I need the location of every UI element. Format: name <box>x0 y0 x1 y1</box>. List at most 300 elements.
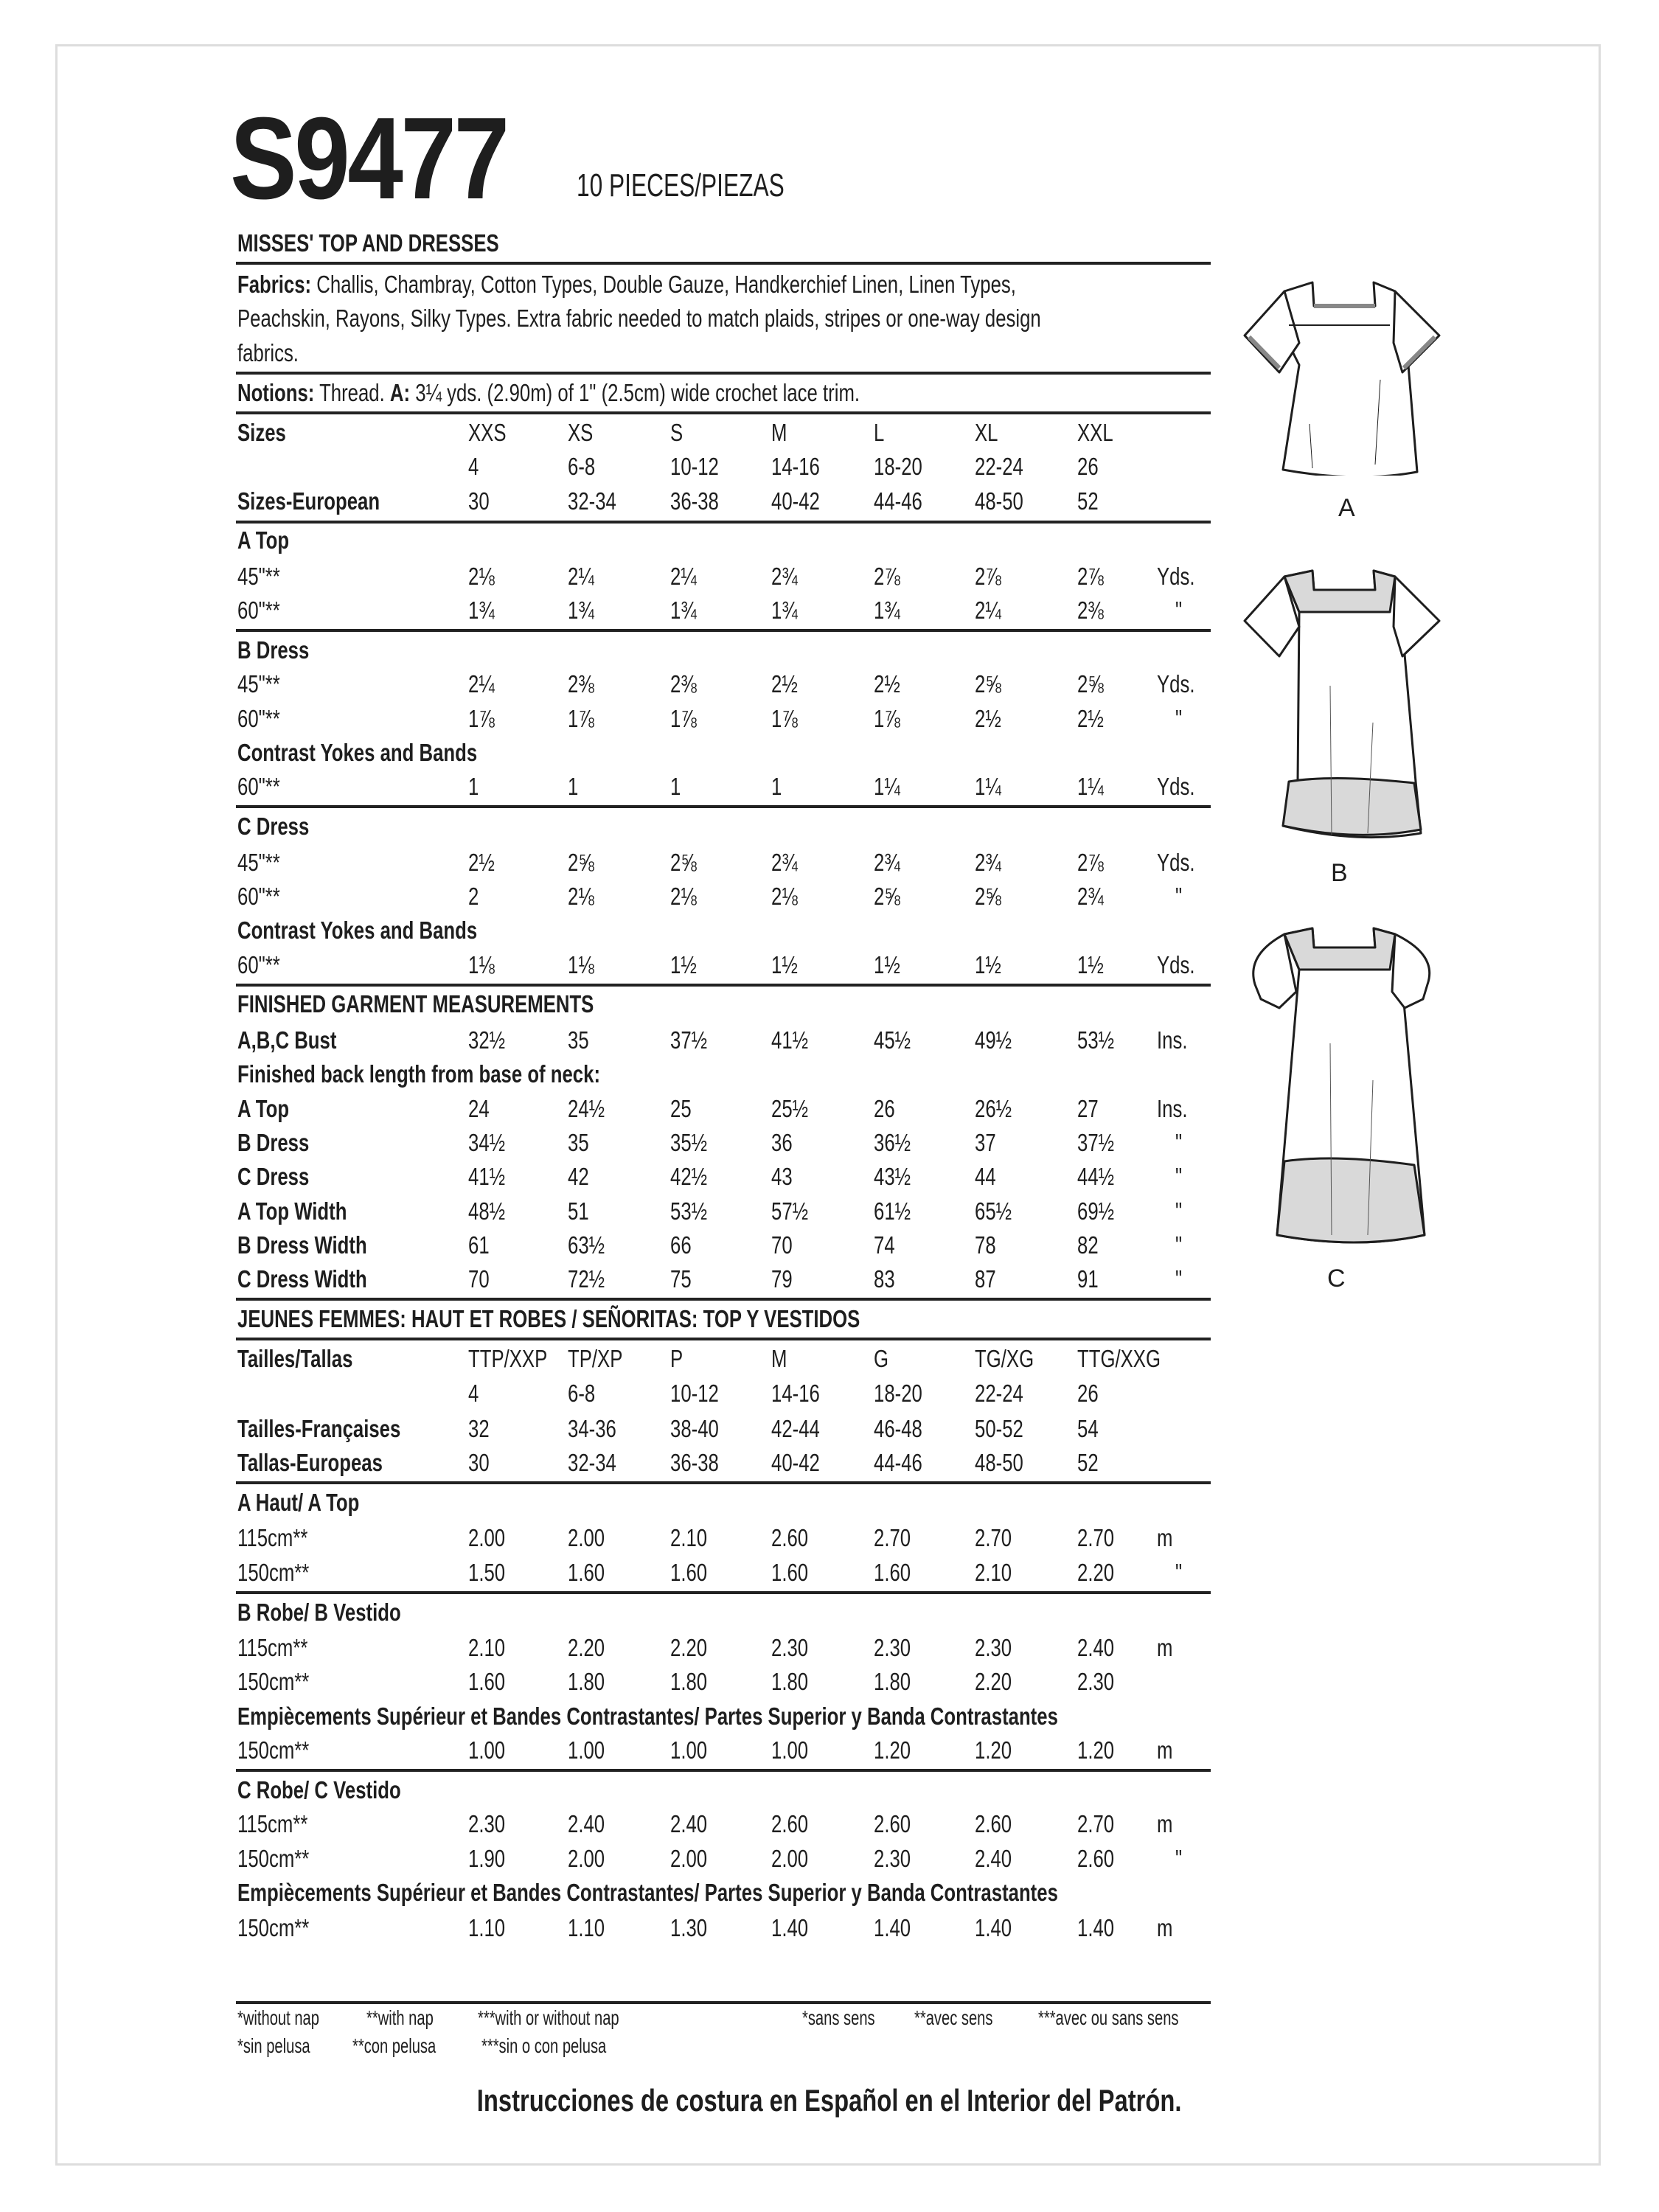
measurement-value: 87 <box>975 1265 996 1293</box>
measurement-value: 70 <box>468 1265 490 1293</box>
yardage-row-label: 60"** <box>237 883 280 910</box>
measurement-value: 37 <box>975 1129 996 1156</box>
bust-value: 32½ <box>468 1026 506 1054</box>
yardage-row-value: 2⅜ <box>568 670 594 698</box>
metric-row-value: 2.30 <box>468 1810 506 1837</box>
yardage-row-value: 2⅞ <box>1077 849 1104 876</box>
metric-row-value: 2.30 <box>874 1845 911 1872</box>
footnote-sin-pelusa: *sin pelusa <box>237 2034 310 2057</box>
european-size: 40-42 <box>771 487 820 515</box>
fabrics-line-2: Peachskin, Rayons, Silky Types. Extra fabric needed to match plaids, stripes or one-way design <box>237 305 1041 332</box>
divider <box>236 1769 1211 1772</box>
taille-column-header: TTP/XXP <box>468 1345 548 1372</box>
bust-value: 35 <box>568 1026 589 1054</box>
section-subtitle-empiecements: Empiècements Supérieur et Bandes Contrastantes/ Partes Superior y Banda Contrastantes <box>237 1703 1058 1730</box>
measurement-value: 44 <box>975 1163 996 1190</box>
measurement-value: 42 <box>568 1163 589 1190</box>
metric-row-label: 150cm** <box>237 1668 310 1695</box>
divider <box>236 984 1211 987</box>
measurement-label: A Top <box>237 1095 290 1122</box>
numeric-size: 10-12 <box>670 1380 719 1407</box>
measurement-value: 65½ <box>975 1197 1012 1225</box>
measurement-value: 51 <box>568 1197 589 1225</box>
section-title-b-robe: B Robe/ B Vestido <box>237 1599 401 1626</box>
measurement-value: 25 <box>670 1095 692 1122</box>
yardage-row-value: 2⅛ <box>670 883 697 910</box>
footnote-avec-sens: **avec sens <box>914 2006 993 2029</box>
european-size: 52 <box>1077 487 1099 515</box>
numeric-size: 4 <box>468 453 479 480</box>
metric-row-value: 2.00 <box>568 1845 605 1872</box>
taille-column-header: TP/XP <box>568 1345 623 1372</box>
metric-row-value: 2.40 <box>670 1810 708 1837</box>
french-size: 32 <box>468 1415 490 1442</box>
european-size: 36-38 <box>670 1449 719 1476</box>
yardage-row-value: 2½ <box>468 849 495 876</box>
measurement-value: 34½ <box>468 1129 506 1156</box>
divider <box>236 629 1211 632</box>
french-size: 38-40 <box>670 1415 719 1442</box>
measurement-value: 35½ <box>670 1129 708 1156</box>
measurement-unit: Ins. <box>1157 1095 1188 1122</box>
yardage-row-unit: Yds. <box>1157 773 1195 800</box>
metric-row-value: 2.30 <box>771 1634 809 1661</box>
finished-measurements-title: FINISHED GARMENT MEASUREMENTS <box>237 990 594 1018</box>
divider <box>236 1298 1211 1301</box>
measurement-value: 66 <box>670 1231 692 1259</box>
piece-count: 10 PIECES/PIEZAS <box>577 167 785 204</box>
yardage-row-value: 2¼ <box>568 563 594 590</box>
size-column-header: XS <box>568 419 594 446</box>
yardage-row-value: 1 <box>771 773 782 800</box>
metric-row-value: 1.00 <box>670 1736 708 1764</box>
yardage-row-value: 2⅜ <box>1077 597 1104 624</box>
measurement-value: 41½ <box>468 1163 506 1190</box>
metric-row-value: 2.60 <box>1077 1845 1115 1872</box>
yardage-row-value: 2⅞ <box>975 563 1001 590</box>
metric-row-value: 1.20 <box>1077 1736 1115 1764</box>
yardage-row-value: 1¾ <box>874 597 900 624</box>
metric-row-unit: m <box>1157 1810 1173 1837</box>
pattern-number: S9477 <box>230 94 507 223</box>
divider <box>236 521 1211 524</box>
tallas-europeas-label: Tallas-Europeas <box>237 1449 383 1476</box>
french-size: 34-36 <box>568 1415 616 1442</box>
footnote-with-or-without-nap: ***with or without nap <box>478 2006 619 2029</box>
metric-row-unit: " <box>1175 1559 1183 1586</box>
view-c-dress-illustration <box>1239 918 1460 1257</box>
fabrics-line-3: fabrics. <box>237 339 299 366</box>
metric-row-label: 115cm** <box>237 1810 308 1837</box>
metric-row-value: 2.60 <box>771 1524 809 1551</box>
numeric-size: 26 <box>1077 1380 1099 1407</box>
yardage-row-value: 1⅞ <box>670 705 697 732</box>
measurement-value: 26 <box>874 1095 895 1122</box>
numeric-size: 4 <box>468 1380 479 1407</box>
yardage-row-label: 45"** <box>237 563 280 590</box>
numeric-size: 14-16 <box>771 453 820 480</box>
measurement-label: B Dress <box>237 1129 310 1156</box>
yardage-row-unit: Yds. <box>1157 849 1195 876</box>
yardage-row-label: 60"** <box>237 773 280 800</box>
yardage-row-value: 2½ <box>771 670 798 698</box>
numeric-size: 18-20 <box>874 453 922 480</box>
footnote-con-pelusa: **con pelusa <box>352 2034 437 2057</box>
yardage-row-value: 1½ <box>1077 951 1104 978</box>
numeric-size: 6-8 <box>568 1380 596 1407</box>
metric-row-value: 2.40 <box>975 1845 1012 1872</box>
measurement-value: 44½ <box>1077 1163 1115 1190</box>
numeric-size: 26 <box>1077 453 1099 480</box>
taille-column-header: TG/XG <box>975 1345 1034 1372</box>
yardage-row-value: 1¼ <box>874 773 900 800</box>
french-size: 50-52 <box>975 1415 1023 1442</box>
yardage-row-value: 1¾ <box>670 597 697 624</box>
metric-row-value: 1.50 <box>468 1559 506 1586</box>
measurement-value: 53½ <box>670 1197 708 1225</box>
numeric-size: 14-16 <box>771 1380 820 1407</box>
european-size: 48-50 <box>975 1449 1023 1476</box>
view-c-label: C <box>1327 1265 1346 1293</box>
metric-row-value: 2.40 <box>1077 1634 1115 1661</box>
yardage-row-value: 1 <box>670 773 681 800</box>
section-title-b-dress: B Dress <box>237 636 310 664</box>
section-title-c-robe: C Robe/ C Vestido <box>237 1776 401 1804</box>
metric-row-value: 1.20 <box>975 1736 1012 1764</box>
divider <box>236 1591 1211 1594</box>
yardage-row-label: 60"** <box>237 705 280 732</box>
european-size: 32-34 <box>568 1449 616 1476</box>
french-size: 46-48 <box>874 1415 922 1442</box>
yardage-row-value: 2⅝ <box>874 883 900 910</box>
measurement-value: 61 <box>468 1231 490 1259</box>
size-column-header: S <box>670 419 684 446</box>
yardage-row-unit: Yds. <box>1157 951 1195 978</box>
french-size: 54 <box>1077 1415 1099 1442</box>
european-size: 30 <box>468 487 490 515</box>
metric-section-title: JEUNES FEMMES: HAUT ET ROBES / SEÑORITAS: TOP Y VESTIDOS <box>237 1305 860 1332</box>
yardage-row-value: 1¼ <box>975 773 1001 800</box>
yardage-row-label: 60"** <box>237 597 280 624</box>
sizes-european-label: Sizes-European <box>237 487 380 515</box>
fabrics-label: Fabrics: <box>237 271 312 298</box>
metric-row-value: 1.40 <box>975 1914 1012 1941</box>
yardage-row-value: 1¼ <box>1077 773 1104 800</box>
yardage-row-value: 1⅞ <box>568 705 594 732</box>
size-column-header: XXL <box>1077 419 1113 446</box>
pattern-subtitle: MISSES' TOP AND DRESSES <box>237 229 499 257</box>
measurement-value: 74 <box>874 1231 895 1259</box>
yardage-row-value: 1⅞ <box>468 705 495 732</box>
measurement-value: 35 <box>568 1129 589 1156</box>
yardage-row-label: 60"** <box>237 951 280 978</box>
metric-row-value: 2.10 <box>468 1634 506 1661</box>
bust-unit: Ins. <box>1157 1026 1188 1054</box>
yardage-row-value: 2¾ <box>874 849 900 876</box>
metric-row-label: 150cm** <box>237 1736 310 1764</box>
metric-row-value: 1.60 <box>670 1559 708 1586</box>
divider <box>236 2001 1211 2004</box>
metric-row-value: 2.20 <box>1077 1559 1115 1586</box>
tailles-label: Tailles/Tallas <box>237 1345 353 1372</box>
measurement-value: 24½ <box>568 1095 605 1122</box>
metric-row-value: 2.20 <box>975 1668 1012 1695</box>
measurement-unit: " <box>1175 1129 1183 1156</box>
yardage-row-value: 1¾ <box>771 597 798 624</box>
taille-column-header: P <box>670 1345 684 1372</box>
metric-row-value: 1.80 <box>568 1668 605 1695</box>
yardage-row-unit: " <box>1175 883 1183 910</box>
metric-row-value: 2.30 <box>874 1634 911 1661</box>
measurement-value: 75 <box>670 1265 692 1293</box>
bust-value: 41½ <box>771 1026 809 1054</box>
metric-row-label: 150cm** <box>237 1559 310 1586</box>
measurement-value: 63½ <box>568 1231 605 1259</box>
yardage-row-value: 2¾ <box>771 849 798 876</box>
size-column-header: XXS <box>468 419 507 446</box>
metric-row-value: 2.30 <box>1077 1668 1115 1695</box>
footnote-sans-sens: *sans sens <box>802 2006 875 2029</box>
measurement-value: 26½ <box>975 1095 1012 1122</box>
metric-row-value: 1.80 <box>771 1668 809 1695</box>
measurement-value: 48½ <box>468 1197 506 1225</box>
yardage-row-value: 2¾ <box>975 849 1001 876</box>
metric-row-value: 1.40 <box>874 1914 911 1941</box>
metric-row-unit: m <box>1157 1634 1173 1661</box>
metric-row-value: 2.10 <box>670 1524 708 1551</box>
yardage-row-label: 45"** <box>237 670 280 698</box>
metric-row-unit: " <box>1175 1845 1183 1872</box>
yardage-row-value: 2⅝ <box>568 849 594 876</box>
footnote-with-nap: **with nap <box>366 2006 434 2029</box>
metric-row-value: 1.20 <box>874 1736 911 1764</box>
yardage-row-value: 2⅝ <box>975 670 1001 698</box>
metric-row-value: 1.10 <box>568 1914 605 1941</box>
yardage-row-label: 45"** <box>237 849 280 876</box>
metric-row-value: 1.00 <box>568 1736 605 1764</box>
metric-row-value: 2.60 <box>874 1810 911 1837</box>
section-subtitle-contrast: Contrast Yokes and Bands <box>237 739 478 766</box>
spanish-instructions-note <box>0 2084 1659 2118</box>
measurement-value: 69½ <box>1077 1197 1115 1225</box>
metric-row-value: 2.10 <box>975 1559 1012 1586</box>
metric-row-value: 1.60 <box>771 1559 809 1586</box>
metric-row-label: 115cm** <box>237 1634 308 1661</box>
measurement-value: 36 <box>771 1129 793 1156</box>
yardage-row-value: 1½ <box>975 951 1001 978</box>
metric-row-value: 2.30 <box>975 1634 1012 1661</box>
measurement-value: 36½ <box>874 1129 911 1156</box>
bust-label: A,B,C Bust <box>237 1026 337 1054</box>
yardage-row-value: 2⅝ <box>670 849 697 876</box>
european-size: 44-46 <box>874 1449 922 1476</box>
divider <box>236 372 1211 375</box>
yardage-row-value: 2⅞ <box>874 563 900 590</box>
metric-row-value: 1.60 <box>468 1668 506 1695</box>
spanish-instructions-text: Instrucciones de costura en Español en el Interior del Patrón. <box>477 2083 1182 2118</box>
view-b-label: B <box>1331 859 1348 887</box>
yardage-row-value: 2⅛ <box>568 883 594 910</box>
numeric-size: 10-12 <box>670 453 719 480</box>
measurement-unit: " <box>1175 1231 1183 1259</box>
european-size: 52 <box>1077 1449 1099 1476</box>
measurement-value: 79 <box>771 1265 793 1293</box>
measurement-label: A Top Width <box>237 1197 347 1225</box>
footnote-without-nap: *without nap <box>237 2006 319 2029</box>
metric-row-value: 2.20 <box>568 1634 605 1661</box>
measurement-value: 91 <box>1077 1265 1099 1293</box>
yardage-row-value: 2½ <box>874 670 900 698</box>
notions-line <box>237 378 860 408</box>
yardage-row-value: 2⅝ <box>1077 670 1104 698</box>
yardage-row-value: 2 <box>468 883 479 910</box>
divider <box>236 1481 1211 1484</box>
yardage-row-value: 2¾ <box>1077 883 1104 910</box>
measurement-value: 78 <box>975 1231 996 1259</box>
yardage-row-value: 2¼ <box>975 597 1001 624</box>
measurement-value: 42½ <box>670 1163 708 1190</box>
measurement-value: 57½ <box>771 1197 809 1225</box>
metric-row-value: 1.10 <box>468 1914 506 1941</box>
numeric-size: 6-8 <box>568 453 596 480</box>
yardage-row-value: 1½ <box>874 951 900 978</box>
european-size: 48-50 <box>975 487 1023 515</box>
metric-row-value: 2.20 <box>670 1634 708 1661</box>
measurement-unit: " <box>1175 1265 1183 1293</box>
yardage-row-unit: Yds. <box>1157 670 1195 698</box>
yardage-row-unit: " <box>1175 597 1183 624</box>
bust-value: 49½ <box>975 1026 1012 1054</box>
section-title-a-top: A Top <box>237 526 290 554</box>
yardage-row-value: 2⅛ <box>468 563 495 590</box>
metric-row-value: 1.60 <box>874 1559 911 1586</box>
measurement-value: 82 <box>1077 1231 1099 1259</box>
yardage-row-value: 1½ <box>771 951 798 978</box>
bust-value: 37½ <box>670 1026 708 1054</box>
measurement-unit: " <box>1175 1163 1183 1190</box>
footnote-avec-ou-sans-sens: ***avec ou sans sens <box>1038 2006 1179 2029</box>
metric-row-value: 2.00 <box>468 1524 506 1551</box>
measurement-value: 70 <box>771 1231 793 1259</box>
metric-row-value: 1.40 <box>1077 1914 1115 1941</box>
metric-row-value: 1.00 <box>771 1736 809 1764</box>
bust-value: 45½ <box>874 1026 911 1054</box>
view-b-dress-illustration <box>1239 560 1460 841</box>
taille-column-header: M <box>771 1345 787 1372</box>
metric-row-value: 2.60 <box>771 1810 809 1837</box>
yardage-row-value: 1¾ <box>468 597 495 624</box>
numeric-size: 22-24 <box>975 1380 1023 1407</box>
metric-row-value: 2.00 <box>568 1524 605 1551</box>
measurement-label: C Dress Width <box>237 1265 367 1293</box>
metric-row-value: 2.70 <box>1077 1810 1115 1837</box>
measurement-value: 61½ <box>874 1197 911 1225</box>
fabrics-text: Challis, Chambray, Cotton Types, Double Gauze, Handkerchief Linen, Linen Types, <box>316 271 1016 298</box>
metric-row-value: 2.60 <box>975 1810 1012 1837</box>
size-column-header: XL <box>975 419 998 446</box>
fabrics-line-1 <box>237 270 1016 299</box>
measurement-value: 24 <box>468 1095 490 1122</box>
section-title-c-dress: C Dress <box>237 813 310 840</box>
metric-row-value: 2.00 <box>670 1845 708 1872</box>
yardage-row-value: 1¾ <box>568 597 594 624</box>
yardage-row-value: 1 <box>468 773 479 800</box>
divider <box>236 1338 1211 1340</box>
yardage-row-value: 1⅛ <box>568 951 594 978</box>
metric-row-unit: m <box>1157 1914 1173 1941</box>
taille-column-header: G <box>874 1345 889 1372</box>
metric-row-label: 115cm** <box>237 1524 308 1551</box>
yardage-row-unit: Yds. <box>1157 563 1195 590</box>
measurement-label: C Dress <box>237 1163 310 1190</box>
measurement-value: 43 <box>771 1163 793 1190</box>
yardage-row-value: 2⅛ <box>771 883 798 910</box>
french-size: 42-44 <box>771 1415 820 1442</box>
notions-label: Notions: <box>237 379 315 406</box>
measurement-unit: " <box>1175 1197 1183 1225</box>
view-a-label: A <box>1338 494 1355 522</box>
divider <box>236 805 1211 808</box>
yardage-row-value: 2⅜ <box>670 670 697 698</box>
divider <box>236 262 1211 265</box>
metric-row-value: 2.00 <box>771 1845 809 1872</box>
measurement-value: 43½ <box>874 1163 911 1190</box>
size-column-header: M <box>771 419 787 446</box>
bust-value: 53½ <box>1077 1026 1115 1054</box>
taille-column-header: TTG/XXG <box>1077 1345 1161 1372</box>
yardage-row-value: 2⅝ <box>975 883 1001 910</box>
metric-row-value: 1.80 <box>874 1668 911 1695</box>
yardage-row-value: 1⅞ <box>771 705 798 732</box>
sizes-label: Sizes <box>237 419 286 446</box>
metric-row-value: 1.80 <box>670 1668 708 1695</box>
metric-row-value: 2.40 <box>568 1810 605 1837</box>
measurement-value: 83 <box>874 1265 895 1293</box>
metric-row-value: 2.70 <box>975 1524 1012 1551</box>
european-size: 36-38 <box>670 487 719 515</box>
back-length-label: Finished back length from base of neck: <box>237 1060 601 1088</box>
notions-view-label: A: <box>389 379 411 406</box>
metric-row-value: 1.90 <box>468 1845 506 1872</box>
metric-row-label: 150cm** <box>237 1845 310 1872</box>
section-subtitle-empiecements: Empiècements Supérieur et Bandes Contrastantes/ Partes Superior y Banda Contrastantes <box>237 1879 1058 1906</box>
european-size: 32-34 <box>568 487 616 515</box>
numeric-size: 22-24 <box>975 453 1023 480</box>
view-a-top-illustration <box>1239 269 1460 476</box>
measurement-value: 37½ <box>1077 1129 1115 1156</box>
european-size: 30 <box>468 1449 490 1476</box>
measurement-value: 25½ <box>771 1095 809 1122</box>
footnote-sin-o-con-pelusa: ***sin o con pelusa <box>481 2034 607 2057</box>
metric-row-value: 1.00 <box>468 1736 506 1764</box>
yardage-row-value: 2¼ <box>670 563 697 590</box>
section-title-a-haut: A Haut/ A Top <box>237 1489 360 1516</box>
yardage-row-value: 1⅛ <box>468 951 495 978</box>
yardage-row-value: 1 <box>568 773 579 800</box>
yardage-row-value: 2½ <box>975 705 1001 732</box>
tailles-francaises-label: Tailles-Françaises <box>237 1415 401 1442</box>
yardage-row-value: 2¼ <box>468 670 495 698</box>
yardage-row-value: 2½ <box>1077 705 1104 732</box>
metric-row-value: 2.70 <box>874 1524 911 1551</box>
metric-row-value: 1.40 <box>771 1914 809 1941</box>
yardage-row-unit: " <box>1175 705 1183 732</box>
divider <box>236 411 1211 414</box>
yardage-row-value: 1⅞ <box>874 705 900 732</box>
yardage-row-value: 2¾ <box>771 563 798 590</box>
metric-row-unit: m <box>1157 1524 1173 1551</box>
european-size: 40-42 <box>771 1449 820 1476</box>
